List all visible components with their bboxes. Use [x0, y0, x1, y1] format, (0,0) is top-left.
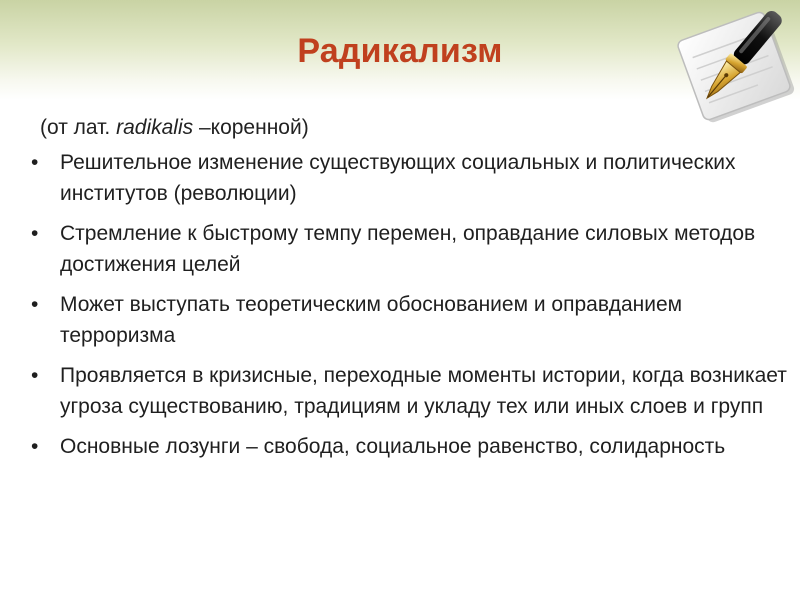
bullet-item: • Решительное изменение существующих социальных и политических институтов (революции)	[27, 147, 787, 209]
bullet-list	[27, 147, 787, 471]
subtitle-prefix: (от лат.	[40, 116, 117, 139]
subtitle-suffix: –коренной)	[193, 116, 309, 139]
subtitle-etymology	[40, 116, 309, 140]
bullet-item: • Проявляется в кризисные, переходные моменты истории, когда возникает угроза существованию, традициям и укладу тех или иных слоев и групп	[27, 360, 787, 422]
subtitle-latin-word: radikalis	[116, 116, 194, 139]
slide-title: Радикализм	[297, 32, 503, 70]
bullet-item: • Может выступать теоретическим обоснованием и оправданием терроризма	[27, 289, 787, 351]
bullet-item: • Основные лозунги – свобода, социальное равенство, солидарность	[27, 431, 787, 462]
fountain-pen-icon	[670, 4, 798, 128]
bullet-item: • Стремление к быстрому темпу перемен, оправдание силовых методов достижения целей	[27, 218, 787, 280]
